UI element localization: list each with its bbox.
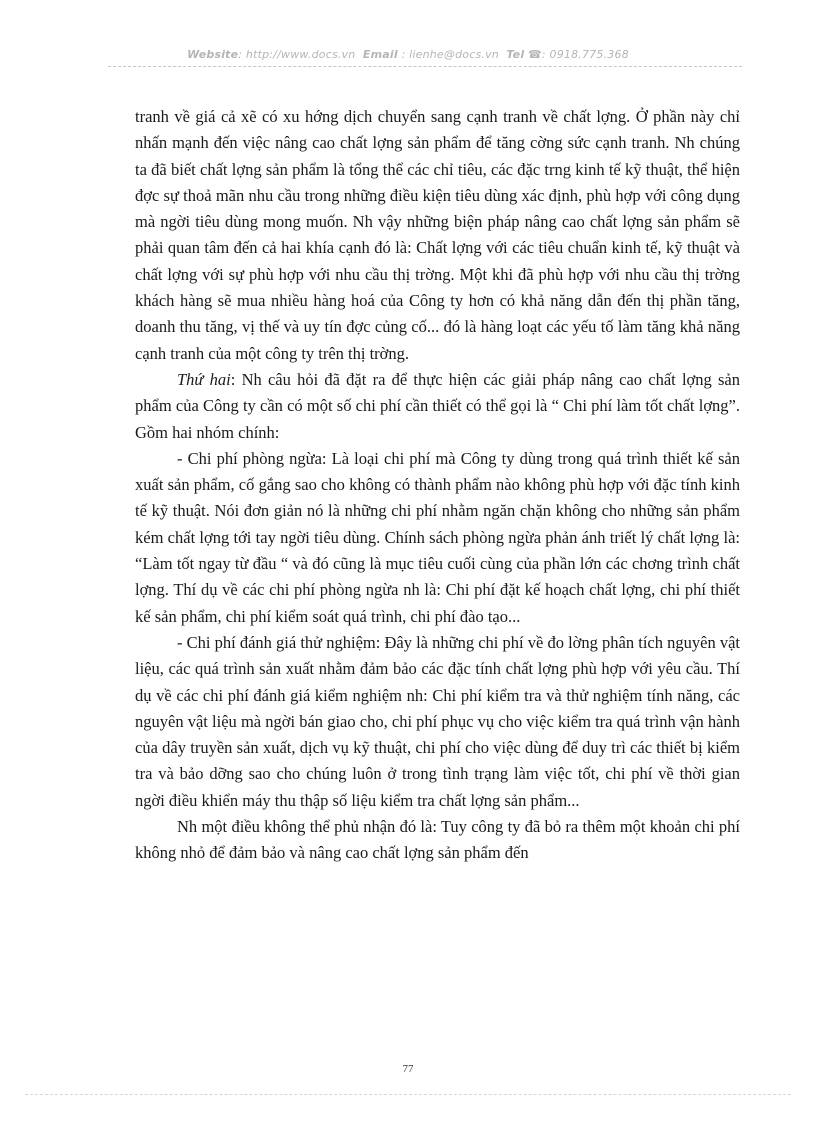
paragraph-2 xyxy=(135,367,740,446)
tel-label: Tel xyxy=(506,48,525,61)
document-body xyxy=(135,104,740,867)
header-divider xyxy=(108,66,742,67)
email-label: Email xyxy=(362,48,398,61)
tel-value: ☎: 0918.775.368 xyxy=(524,48,629,61)
paragraph-1: tranh về giá cả xẽ có xu hớng dịch chuyển sang cạnh tranh về chất lợng. Ở phần này chỉ nhấn mạnh đến việc nâng cao chất lợng sản phẩm để tăng cờng sức cạnh tranh. Nh chúng ta đã biết chất lợng sản phẩm là tổng thể các chỉ tiêu, các đặc trng kinh tế kỹ thuật, thể hiện đợc sự thoả mãn nhu cầu trong những điều kiện tiêu dùng xác định, phù hợp với công dụng mà ngời tiêu dùng mong muốn. Nh vậy những biện pháp nâng cao chất lợng sản phẩm sẽ phải quan tâm đến cả hai khía cạnh đó là: Chất lợng với các tiêu chuẩn kinh tế, kỹ thuật và chất lợng với sự phù hợp với nhu cầu thị trờng. Một khi đã phù hợp với nhu cầu thị trờng khách hàng sẽ mua nhiều hàng hoá của Công ty hơn có khả năng dẫn đến thị phần tăng, doanh thu tăng, vị thế và uy tín đợc củng cố... đó là hàng loạt các yếu tố làm tăng khả năng cạnh tranh của một công ty trên thị trờng. xyxy=(135,107,740,363)
footer-divider xyxy=(25,1094,791,1095)
paragraph-4: - Chi phí đánh giá thử nghiệm: Đây là những chi phí về đo lờng phân tích nguyên vật liệu, các quá trình sản xuất nhằm đảm bảo các đặc tính chất lợng phù hợp với yêu cầu. Thí dụ về các chi phí đánh giá kiểm nghiệm nh: Chi phí kiểm tra và thử nghiệm tính năng, các nguyên vật liệu mà ngời bán giao cho, chi phí phục vụ cho việc kiểm tra quá trình vận hành của dây truyền sản xuất, dịch vụ kỹ thuật, chi phí cho việc dùng để duy trì các thiết bị kiểm tra và bảo dỡng sao cho chúng luôn ở trong tình trạng làm việc tốt, chi phí về thời gian ngời điều khiển máy thu thập số liệu kiểm tra chất lợng sản phẩm... xyxy=(135,632,740,810)
paragraph-2-text: Nh câu hỏi đã đặt ra để thực hiện các giải pháp nâng cao chất lợng sản phẩm của Công ty cần có một số chi phí cần thiết có thể gọi là “ Chi phí làm tốt chất lợng”. Gồm hai nhóm chính: xyxy=(135,369,740,442)
page-header xyxy=(0,48,816,61)
email-value: : lienhe@docs.vn xyxy=(397,48,499,61)
lead-in-term: Thứ hai xyxy=(177,369,231,389)
paragraph-5: Nh một điều không thể phủ nhận đó là: Tuy công ty đã bỏ ra thêm một khoản chi phí không nhỏ để đảm bảo và nâng cao chất lợng sản phẩm đến xyxy=(135,817,740,863)
paragraph-3: - Chi phí phòng ngừa: Là loại chi phí mà Công ty dùng trong quá trình thiết kế sản xuất sản phẩm, cố gắng sao cho không có thành phẩm nào không phù hợp với đặc tính kinh tế kỹ thuật. Nói đơn giản nó là những chi phí nhằm ngăn chặn không cho những sản phẩm kém chất lợng tới tay ngời tiêu dùng. Chính sách phòng ngừa phản ánh triết lý chất lợng là: “Làm tốt ngay từ đầu “ và đó cũng là mục tiêu cuối cùng của phần lớn các chơng trình chất lợng. Thí dụ về các chi phí phòng ngừa nh là: Chi phí đặt kế hoạch chất lợng, chi phí thiết kế sản phẩm, chi phí kiểm soát quá trình, chi phí đào tạo... xyxy=(135,448,740,626)
website-value: : http://www.docs.vn xyxy=(238,48,356,61)
website-label: Website xyxy=(187,48,239,61)
page-number: 77 xyxy=(402,1063,414,1075)
lead-in-separator: : xyxy=(230,369,242,389)
